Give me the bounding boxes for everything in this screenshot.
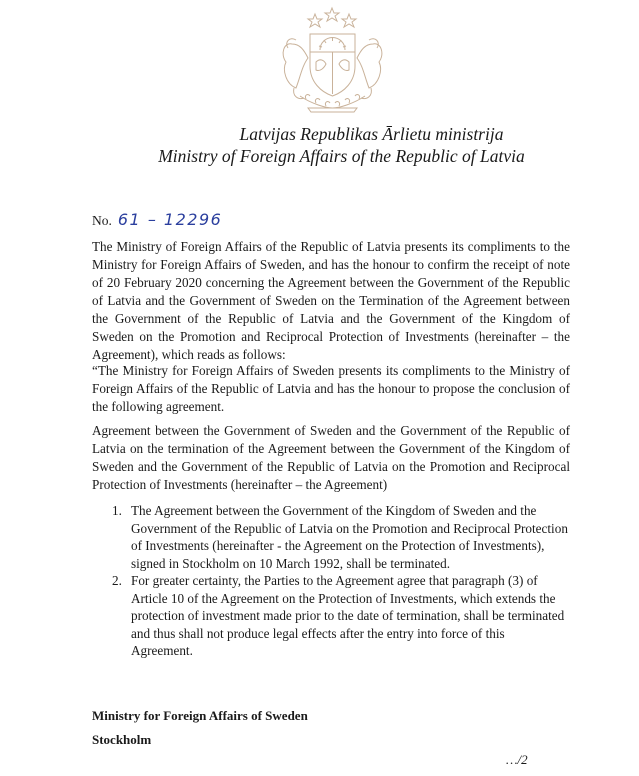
list-item-number: 2. xyxy=(112,573,122,588)
document-number-handwritten: 61 – 12296 xyxy=(117,210,223,229)
list-item xyxy=(112,572,568,660)
list-item-text: For greater certainty, the Parties to the Agreement agree that paragraph (3) of Article 10 of the Agreement on the Protection of Investments, which extends the protection of investment made prior to the date of termination, shall be terminated and thus shall not produce legal effects after the entry into force of this Agreement. xyxy=(131,573,565,658)
list-item-text: The Agreement between the Government of the Kingdom of Sweden and the Government of the Republic of Latvia on the Promotion and Reciprocal Protection of Investments (hereinafter - the Agreement on the Protection of Investments), signed in Stockholm on 10 March 1992, shall be terminated. xyxy=(131,503,568,571)
addressee-city: Stockholm xyxy=(92,732,152,747)
intro-paragraph: The Ministry of Foreign Affairs of the Republic of Latvia presents its compliments to the Ministry for Foreign Affairs of Sweden, and has the honour to confirm the receipt of note of 20 February 2020 concerning the Agreement between the Government of the Republic of Latvia and the Government of Sweden on the Termination of the Agreement between the Government of the Republic of Latvia and the Government of the Kingdom of Sweden on the Promotion and Reciprocal Protection of Investments (hereinafter – the Agreement), which reads as follows: xyxy=(92,239,570,362)
ministry-name-english: Ministry of Foreign Affairs of the Republic of Latvia xyxy=(158,146,525,166)
list-item xyxy=(112,502,568,572)
page-continuation-marker: …/2 xyxy=(506,752,528,767)
ministry-name-latvian: Latvijas Republikas Ārlietu ministrija xyxy=(239,124,504,144)
coat-of-arms-emblem xyxy=(270,4,395,114)
addressee-name: Ministry for Foreign Affairs of Sweden xyxy=(92,708,308,723)
document-number xyxy=(92,210,222,229)
agreement-articles-list xyxy=(112,502,568,660)
document-number-label: No. xyxy=(92,213,112,228)
quoted-note-paragraph: “The Ministry for Foreign Affairs of Sweden presents its compliments to the Ministry of Foreign Affairs of the Republic of Latvia and has the honour to propose the conclusion of the following agreement. xyxy=(92,363,570,414)
list-item-number: 1. xyxy=(112,503,122,518)
agreement-title-paragraph: Agreement between the Government of Sweden and the Government of the Republic of Latvia on the termination of the Agreement between the Government of the Kingdom of Sweden and the Government of the Republic of Latvia on the Promotion and Reciprocal Protection of Investments (hereinafter – the Agreement) xyxy=(92,423,570,492)
